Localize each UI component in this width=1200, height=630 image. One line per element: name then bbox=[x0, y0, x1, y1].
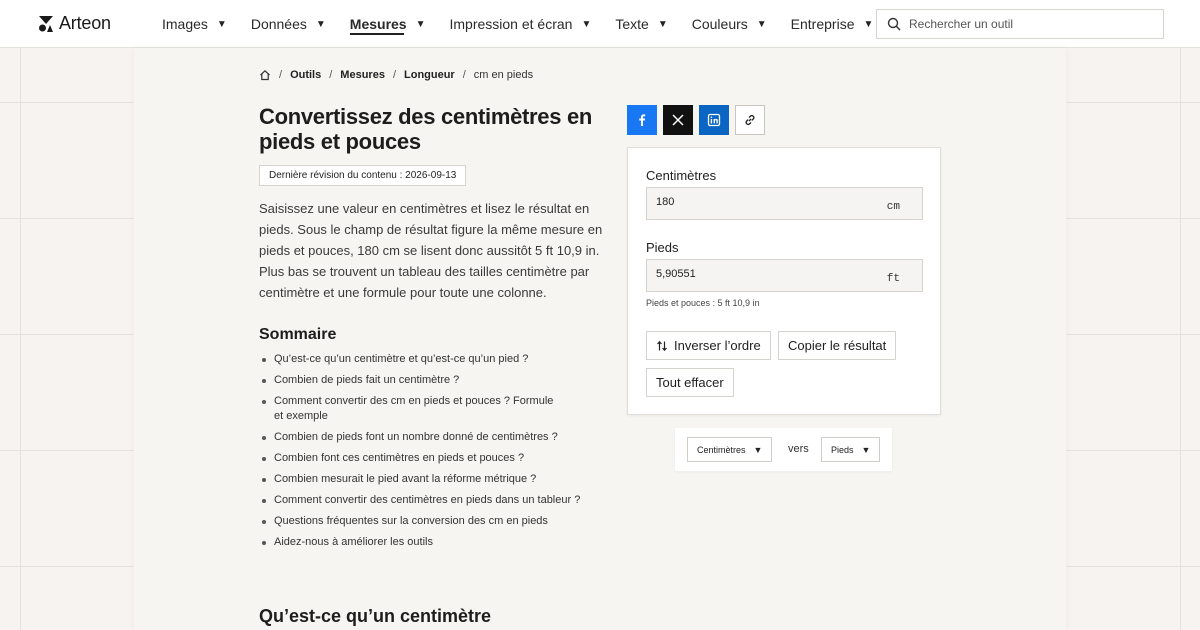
feet-inches-hint: Pieds et pouces : 5 ft 10,9 in bbox=[646, 298, 760, 308]
brand-logo[interactable] bbox=[38, 13, 111, 34]
unit-selector bbox=[675, 428, 892, 471]
toc-item[interactable]: Combien mesurait le pied avant la réforme métrique ? bbox=[259, 472, 589, 487]
page-title: Convertissez des centimètres en pieds et pouces bbox=[259, 104, 593, 154]
to-unit-value: Pieds bbox=[831, 444, 854, 455]
brand-name: Arteon bbox=[59, 13, 111, 33]
caret-down-icon: ▼ bbox=[756, 18, 767, 30]
nav-label: Couleurs bbox=[691, 16, 748, 32]
caret-down-icon: ▼ bbox=[315, 18, 326, 30]
swap-order-button[interactable] bbox=[646, 331, 771, 360]
output-unit: ft bbox=[886, 273, 900, 285]
caret-down-icon: ▼ bbox=[657, 18, 668, 30]
breadcrumb-separator: / bbox=[392, 69, 396, 81]
converter-panel bbox=[627, 147, 941, 415]
breadcrumb-link-mesures[interactable]: Mesures bbox=[340, 69, 385, 81]
toc-item[interactable]: Questions fréquentes sur la conversion des cm en pieds bbox=[259, 514, 589, 529]
breadcrumb-separator: / bbox=[462, 69, 466, 81]
section-heading: Qu’est-ce qu’un centimètre bbox=[259, 606, 492, 626]
breadcrumb-link-outils[interactable]: Outils bbox=[290, 69, 322, 81]
breadcrumb-separator: / bbox=[329, 69, 333, 81]
nav-item-entreprise[interactable] bbox=[791, 0, 874, 48]
toc-item[interactable]: Combien de pieds font un nombre donné de centimètres ? bbox=[259, 430, 589, 445]
nav-item-mesures[interactable] bbox=[350, 0, 426, 48]
toc-item[interactable]: Comment convertir des centimètres en pieds dans un tableur ? bbox=[259, 493, 589, 508]
input-unit: cm bbox=[886, 201, 900, 213]
caret-down-icon: ▼ bbox=[216, 18, 227, 30]
nav-item-impression[interactable] bbox=[450, 0, 592, 48]
breadcrumb-separator: / bbox=[279, 69, 283, 81]
x-icon bbox=[671, 113, 685, 127]
clear-all-button[interactable]: Tout effacer bbox=[646, 368, 734, 397]
home-icon[interactable] bbox=[259, 69, 271, 81]
caret-down-icon: ▼ bbox=[753, 444, 763, 455]
feet-field[interactable] bbox=[646, 259, 923, 292]
search-box[interactable] bbox=[876, 9, 1164, 39]
link-icon bbox=[743, 113, 757, 127]
share-x-button[interactable] bbox=[663, 105, 693, 135]
copy-link-button[interactable] bbox=[735, 105, 765, 135]
swap-order-label: Inverser l’ordre bbox=[674, 338, 761, 353]
nav-label: Images bbox=[162, 16, 208, 32]
nav-item-donnees[interactable] bbox=[251, 0, 326, 48]
revision-badge: Dernière révision du contenu : 2026-09-13 bbox=[259, 165, 466, 186]
swap-icon bbox=[656, 340, 668, 352]
main-nav bbox=[162, 0, 897, 48]
nav-label: Mesures bbox=[349, 16, 407, 32]
toc-item[interactable]: Qu’est-ce qu’un centimètre et qu’est-ce qu’un pied ? bbox=[259, 352, 589, 367]
output-label: Pieds bbox=[646, 240, 679, 255]
share-facebook-button[interactable] bbox=[627, 105, 657, 135]
nav-item-couleurs[interactable] bbox=[692, 0, 767, 48]
search-input[interactable] bbox=[909, 17, 1149, 31]
logo-icon bbox=[38, 15, 54, 33]
to-unit-select[interactable] bbox=[821, 437, 880, 462]
nav-label: Impression et écran bbox=[449, 16, 573, 32]
share-bar bbox=[627, 105, 765, 135]
caret-down-icon: ▼ bbox=[581, 18, 592, 30]
toc-title: Sommaire bbox=[259, 326, 337, 343]
breadcrumb-link-longueur[interactable]: Longueur bbox=[404, 69, 455, 81]
breadcrumb bbox=[259, 69, 533, 81]
nav-label: Entreprise bbox=[790, 16, 855, 32]
nav-item-images[interactable] bbox=[162, 0, 227, 48]
top-header bbox=[0, 0, 1200, 48]
caret-down-icon: ▼ bbox=[415, 18, 426, 30]
input-label: Centimètres bbox=[646, 168, 717, 183]
toc-item[interactable]: Combien font ces centimètres en pieds et pouces ? bbox=[259, 451, 589, 466]
toc-item[interactable]: Comment convertir des cm en pieds et pouces ? Formule et exemple bbox=[259, 394, 559, 424]
linkedin-icon bbox=[707, 113, 721, 127]
facebook-icon bbox=[635, 113, 649, 127]
centimeters-field[interactable] bbox=[646, 187, 923, 220]
caret-down-icon: ▼ bbox=[863, 18, 874, 30]
centimeters-input[interactable] bbox=[656, 196, 856, 208]
share-linkedin-button[interactable] bbox=[699, 105, 729, 135]
toc-item[interactable]: Aidez-nous à améliorer les outils bbox=[259, 535, 589, 550]
toc-item[interactable]: Combien de pieds fait un centimètre ? bbox=[259, 373, 589, 388]
from-unit-select[interactable] bbox=[687, 437, 772, 462]
nav-label: Texte bbox=[615, 16, 649, 32]
breadcrumb-current: cm en pieds bbox=[473, 69, 534, 81]
caret-down-icon: ▼ bbox=[861, 444, 871, 455]
intro-paragraph: Saisissez une valeur en centimètres et lisez le résultat en pieds. Sous le champ de résultat figure la même mesure en pieds et pouces, 180 cm se lisent donc aussitôt 5 ft 10,9 in. Plus bas se trouvent un tableau des tailles centimètre par centimètre et une formule pour toute une colonne. bbox=[259, 201, 603, 300]
unit-connector: vers bbox=[788, 443, 809, 455]
nav-item-texte[interactable] bbox=[615, 0, 667, 48]
from-unit-value: Centimètres bbox=[697, 444, 746, 455]
toc-list bbox=[259, 352, 589, 556]
feet-input[interactable] bbox=[656, 268, 856, 280]
search-icon bbox=[887, 17, 901, 31]
copy-result-button[interactable]: Copier le résultat bbox=[778, 331, 896, 360]
nav-label: Données bbox=[250, 16, 307, 32]
